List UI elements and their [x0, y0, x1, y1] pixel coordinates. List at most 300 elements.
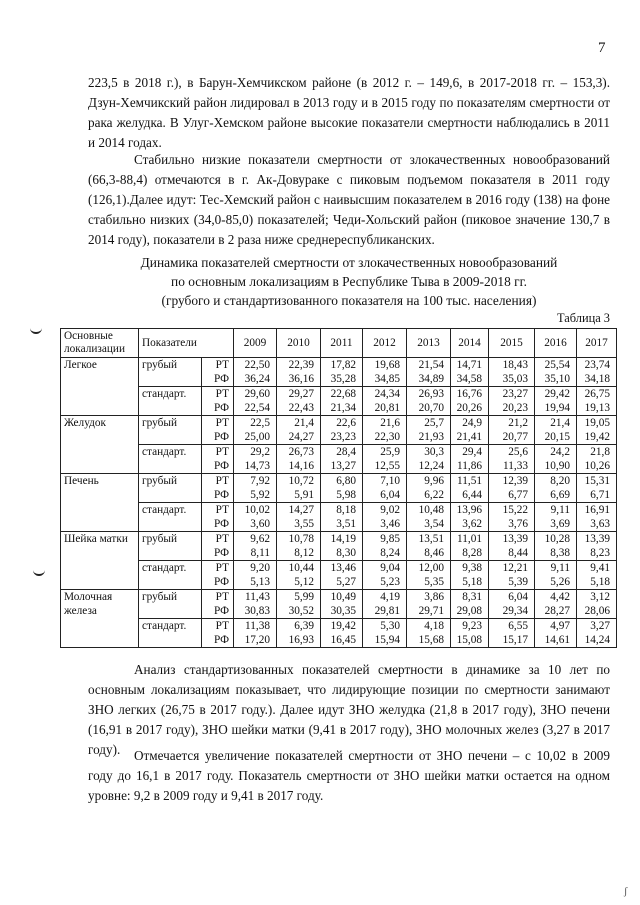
value-rf: 29,34: [502, 605, 528, 617]
value-cell: [277, 387, 321, 416]
indicator-cell: стандарт.: [139, 445, 202, 474]
value-cell: [535, 416, 577, 445]
region-rt: РТ: [215, 359, 229, 371]
value-cell: [234, 561, 277, 590]
table-title-line-1: Динамика показателей смертности от злокачественных новообразований: [140, 255, 558, 270]
region-rf: РФ: [213, 373, 229, 385]
value-cell: [363, 561, 407, 590]
value-rt: 3,86: [424, 591, 444, 603]
region-rf: РФ: [213, 460, 229, 472]
value-rt: 21,8: [590, 446, 610, 458]
value-rt: 9,11: [550, 504, 570, 516]
value-rt: 3,27: [590, 620, 610, 632]
value-cell: [535, 619, 577, 648]
table-row: [61, 619, 617, 648]
value-rt: 21,54: [418, 359, 444, 371]
value-cell: [577, 358, 617, 387]
region-rf: РФ: [213, 634, 229, 646]
value-rf: 14,24: [584, 634, 610, 646]
value-rt: 23,27: [502, 388, 528, 400]
value-rt: 25,9: [380, 446, 400, 458]
region-rt: РТ: [215, 446, 229, 458]
value-rf: 5,35: [424, 576, 444, 588]
value-rf: 20,26: [456, 402, 482, 414]
value-rf: 15,08: [456, 634, 482, 646]
localization-cell: Шейка матки: [61, 532, 139, 590]
value-cell: [277, 503, 321, 532]
region-rt: РТ: [215, 562, 229, 574]
value-cell: [363, 590, 407, 619]
value-rf: 5,18: [590, 576, 610, 588]
value-cell: [407, 416, 451, 445]
value-rt: 13,96: [456, 504, 482, 516]
value-cell: [234, 619, 277, 648]
header-year: 2014: [451, 329, 489, 358]
value-cell: [321, 503, 363, 532]
value-rt: 24,34: [374, 388, 400, 400]
value-rt: 15,22: [502, 504, 528, 516]
value-cell: [321, 474, 363, 503]
value-rf: 3,46: [380, 518, 400, 530]
value-rt: 17,82: [330, 359, 356, 371]
value-cell: [489, 416, 535, 445]
value-cell: [535, 532, 577, 561]
value-rf: 22,30: [374, 431, 400, 443]
value-rf: 20,23: [502, 402, 528, 414]
value-rt: 22,68: [330, 388, 356, 400]
value-rt: 29,4: [462, 446, 482, 458]
value-cell: [363, 474, 407, 503]
value-rt: 21,4: [550, 417, 570, 429]
value-rf: 34,18: [584, 373, 610, 385]
header-year: 2010: [277, 329, 321, 358]
value-rf: 6,04: [380, 489, 400, 501]
value-cell: [535, 387, 577, 416]
value-cell: [407, 387, 451, 416]
value-rt: 6,55: [508, 620, 528, 632]
value-cell: [321, 619, 363, 648]
value-cell: [407, 532, 451, 561]
table-caption: Таблица 3: [557, 311, 610, 325]
value-rt: 4,19: [380, 591, 400, 603]
value-cell: [363, 532, 407, 561]
value-cell: [489, 590, 535, 619]
value-rt: 19,05: [584, 417, 610, 429]
value-cell: [363, 503, 407, 532]
value-rf: 28,06: [584, 605, 610, 617]
value-cell: [321, 387, 363, 416]
value-rf: 5,13: [250, 576, 270, 588]
value-rf: 10,26: [584, 460, 610, 472]
value-rt: 11,01: [457, 533, 482, 545]
value-rt: 9,02: [380, 504, 400, 516]
value-cell: [407, 503, 451, 532]
value-rf: 3,55: [294, 518, 314, 530]
value-cell: [363, 416, 407, 445]
value-rf: 16,93: [288, 634, 314, 646]
value-rt: 22,50: [244, 359, 270, 371]
value-rf: 15,68: [418, 634, 444, 646]
value-rt: 9,85: [380, 533, 400, 545]
value-cell: [407, 561, 451, 590]
value-cell: [234, 416, 277, 445]
value-rt: 13,39: [584, 533, 610, 545]
region-rf: РФ: [213, 431, 229, 443]
value-rf: 20,70: [418, 402, 444, 414]
value-cell: [451, 532, 489, 561]
value-cell: [451, 474, 489, 503]
indicator-cell: стандарт.: [139, 561, 202, 590]
value-rf: 5,39: [508, 576, 528, 588]
value-rf: 28,27: [544, 605, 570, 617]
value-rf: 29,71: [418, 605, 444, 617]
region-rf: РФ: [213, 489, 229, 501]
value-rf: 5,26: [550, 576, 570, 588]
value-rt: 10,44: [288, 562, 314, 574]
paragraph-2: Стабильно низкие показатели смертности от злокачественных новообразований (66,3-88,4) отмечаются в г. Ак-Довураке с пиковым подъемом показателя в 2011 году (126,1).Далее идут: Тес-Хемский район с наивысшим показателем в 2016 году (138) на фоне стабильно низких (34,0-85,0) показателей; Чеди-Хольский район (пиковое значение 130,7 в 2014 году), показатели в 2 раза ниже среднереспубликанских.: [88, 152, 610, 247]
value-rf: 35,10: [544, 373, 570, 385]
paragraph-4: Отмечается увеличение показателей смертности от ЗНО печени – с 10,02 в 2009 году до 16,1 в 2017 году. Показатель смертности от ЗНО шейки матки остается на одном уровне: 9,2 в 2009 году и 9,41 в 2017 году.: [88, 748, 610, 803]
value-rt: 14,19: [330, 533, 356, 545]
value-cell: [489, 532, 535, 561]
value-rt: 25,6: [508, 446, 528, 458]
value-rf: 21,41: [456, 431, 482, 443]
value-rt: 10,28: [544, 533, 570, 545]
value-rt: 9,62: [250, 533, 270, 545]
value-rf: 19,94: [544, 402, 570, 414]
value-rt: 10,78: [288, 533, 314, 545]
value-cell: [451, 416, 489, 445]
table-title-line-2: по основным локализациям в Республике Тыва в 2009-2018 гг.: [171, 274, 527, 289]
region-cell: [202, 416, 234, 445]
value-rt: 29,60: [244, 388, 270, 400]
value-rf: 3,63: [590, 518, 610, 530]
value-rt: 9,11: [550, 562, 570, 574]
indicator-cell: стандарт.: [139, 387, 202, 416]
value-rf: 34,85: [374, 373, 400, 385]
table-row: [61, 445, 617, 474]
value-rf: 35,28: [330, 373, 356, 385]
paragraph-1: 223,5 в 2018 г.), в Барун-Хемчикском районе (в 2012 г. – 149,6, в 2017-2018 гг. – 153,3). Дзун-Хемчикский район лидировал в 2013 году и в 2015 году по показателям смертности от рака желудка. В Улуг-Хемском районе высокие показатели смертности наблюдались в 2011 и 2014 годах.: [88, 75, 610, 150]
value-rt: 9,41: [590, 562, 610, 574]
value-rf: 12,24: [418, 460, 444, 472]
value-rt: 24,9: [462, 417, 482, 429]
header-year: 2009: [234, 329, 277, 358]
value-cell: [277, 561, 321, 590]
value-cell: [577, 503, 617, 532]
value-cell: [321, 358, 363, 387]
value-rt: 23,74: [584, 359, 610, 371]
value-rt: 6,39: [294, 620, 314, 632]
table-row: [61, 561, 617, 590]
value-rt: 26,73: [288, 446, 314, 458]
value-rf: 3,51: [336, 518, 356, 530]
value-cell: [277, 474, 321, 503]
value-rf: 14,61: [544, 634, 570, 646]
value-rf: 35,03: [502, 373, 528, 385]
value-rt: 9,23: [462, 620, 482, 632]
table-row: [61, 503, 617, 532]
value-rf: 36,16: [288, 373, 314, 385]
value-cell: [451, 503, 489, 532]
table-title: [88, 253, 610, 310]
value-rf: 11,86: [457, 460, 482, 472]
value-cell: [577, 532, 617, 561]
value-rt: 9,04: [380, 562, 400, 574]
value-rt: 6,04: [508, 591, 528, 603]
binding-mark: [33, 570, 45, 576]
value-cell: [407, 619, 451, 648]
value-cell: [277, 358, 321, 387]
value-cell: [234, 358, 277, 387]
value-cell: [234, 590, 277, 619]
value-rf: 30,35: [330, 605, 356, 617]
value-cell: [277, 445, 321, 474]
value-rt: 12,39: [502, 475, 528, 487]
value-rf: 13,27: [330, 460, 356, 472]
value-rt: 21,2: [508, 417, 528, 429]
value-cell: [277, 532, 321, 561]
value-rt: 10,48: [418, 504, 444, 516]
region-cell: [202, 474, 234, 503]
value-rf: 3,54: [424, 518, 444, 530]
value-rt: 29,42: [544, 388, 570, 400]
value-rf: 22,54: [244, 402, 270, 414]
value-cell: [577, 387, 617, 416]
region-cell: [202, 619, 234, 648]
value-rf: 19,13: [584, 402, 610, 414]
value-cell: [451, 619, 489, 648]
value-rt: 8,20: [550, 475, 570, 487]
value-rf: 25,00: [244, 431, 270, 443]
value-cell: [407, 358, 451, 387]
value-rt: 7,10: [380, 475, 400, 487]
page-number: 7: [598, 40, 606, 56]
region-rt: РТ: [215, 533, 229, 545]
value-rt: 4,42: [550, 591, 570, 603]
value-cell: [451, 358, 489, 387]
value-rt: 5,99: [294, 591, 314, 603]
indicator-cell: грубый: [139, 358, 202, 387]
value-cell: [535, 358, 577, 387]
value-rt: 7,92: [250, 475, 270, 487]
localization-cell: Молочная железа: [61, 590, 139, 648]
value-rf: 34,58: [456, 373, 482, 385]
indicator-cell: грубый: [139, 590, 202, 619]
value-cell: [535, 503, 577, 532]
value-rt: 13,39: [502, 533, 528, 545]
mortality-table: [60, 328, 617, 648]
value-rf: 20,77: [502, 431, 528, 443]
value-cell: [234, 474, 277, 503]
value-rt: 6,80: [336, 475, 356, 487]
indicator-cell: грубый: [139, 532, 202, 561]
header-year: 2015: [489, 329, 535, 358]
value-cell: [363, 619, 407, 648]
value-cell: [451, 445, 489, 474]
value-cell: [277, 416, 321, 445]
region-rf: РФ: [213, 518, 229, 530]
value-rt: 9,96: [424, 475, 444, 487]
value-cell: [451, 387, 489, 416]
region-cell: [202, 561, 234, 590]
value-rt: 4,97: [550, 620, 570, 632]
value-cell: [321, 445, 363, 474]
value-rt: 24,2: [550, 446, 570, 458]
value-rt: 30,3: [424, 446, 444, 458]
value-rf: 8,24: [380, 547, 400, 559]
value-rf: 5,18: [462, 576, 482, 588]
value-rf: 16,45: [330, 634, 356, 646]
region-rt: РТ: [215, 388, 229, 400]
value-rt: 9,20: [250, 562, 270, 574]
localization-cell: Легкое: [61, 358, 139, 416]
region-cell: [202, 445, 234, 474]
value-rf: 8,12: [294, 547, 314, 559]
localization-cell: Печень: [61, 474, 139, 532]
value-rt: 14,27: [288, 504, 314, 516]
value-rt: 12,00: [418, 562, 444, 574]
table-title-line-3: (грубого и стандартизованного показателя на 100 тыс. населения): [161, 293, 537, 308]
value-rf: 5,12: [294, 576, 314, 588]
value-cell: [489, 503, 535, 532]
value-cell: [577, 619, 617, 648]
value-rt: 21,6: [380, 417, 400, 429]
value-rf: 22,43: [288, 402, 314, 414]
header-indicator: Показатели: [139, 329, 234, 358]
table-row: [61, 590, 617, 619]
region-rf: РФ: [213, 576, 229, 588]
value-rt: 13,51: [418, 533, 444, 545]
value-cell: [489, 561, 535, 590]
indicator-cell: грубый: [139, 474, 202, 503]
value-rt: 25,54: [544, 359, 570, 371]
region-rf: РФ: [213, 402, 229, 414]
region-rf: РФ: [213, 547, 229, 559]
value-rt: 18,43: [502, 359, 528, 371]
header-year: 2011: [321, 329, 363, 358]
value-cell: [407, 590, 451, 619]
value-rt: 22,5: [250, 417, 270, 429]
value-rf: 6,77: [508, 489, 528, 501]
corner-mark: ʃ: [624, 886, 628, 897]
value-cell: [577, 416, 617, 445]
header-year: 2017: [577, 329, 617, 358]
value-rf: 24,27: [288, 431, 314, 443]
value-rf: 8,38: [550, 547, 570, 559]
value-rf: 6,69: [550, 489, 570, 501]
value-cell: [577, 590, 617, 619]
value-rf: 11,33: [503, 460, 528, 472]
value-rt: 9,38: [462, 562, 482, 574]
value-cell: [277, 619, 321, 648]
value-rf: 6,22: [424, 489, 444, 501]
value-rf: 15,94: [374, 634, 400, 646]
value-cell: [321, 561, 363, 590]
value-rf: 14,16: [288, 460, 314, 472]
value-cell: [407, 445, 451, 474]
value-rt: 29,27: [288, 388, 314, 400]
value-rt: 4,18: [424, 620, 444, 632]
region-rt: РТ: [215, 591, 229, 603]
value-rf: 36,24: [244, 373, 270, 385]
value-rt: 22,6: [336, 417, 356, 429]
value-rt: 16,91: [584, 504, 610, 516]
value-rt: 15,31: [584, 475, 610, 487]
value-rt: 11,38: [245, 620, 270, 632]
value-cell: [407, 474, 451, 503]
header-localization: Основные локализации: [61, 329, 139, 358]
value-rf: 20,81: [374, 402, 400, 414]
value-cell: [489, 358, 535, 387]
value-cell: [535, 474, 577, 503]
value-rt: 29,2: [250, 446, 270, 458]
value-rf: 8,11: [250, 547, 270, 559]
value-rt: 10,02: [244, 504, 270, 516]
value-rt: 11,51: [457, 475, 482, 487]
value-rf: 21,93: [418, 431, 444, 443]
value-rt: 22,39: [288, 359, 314, 371]
value-cell: [577, 474, 617, 503]
indicator-cell: стандарт.: [139, 503, 202, 532]
table-row: [61, 416, 617, 445]
value-rf: 30,52: [288, 605, 314, 617]
indicator-cell: грубый: [139, 416, 202, 445]
value-cell: [321, 416, 363, 445]
value-cell: [489, 474, 535, 503]
value-rf: 3,76: [508, 518, 528, 530]
value-cell: [489, 387, 535, 416]
value-rt: 19,42: [330, 620, 356, 632]
region-cell: [202, 358, 234, 387]
value-rf: 14,73: [244, 460, 270, 472]
table-header-row: [61, 329, 617, 358]
binding-mark: [30, 328, 42, 334]
value-cell: [535, 561, 577, 590]
value-rt: 19,68: [374, 359, 400, 371]
table-row: [61, 387, 617, 416]
value-rf: 19,42: [584, 431, 610, 443]
paragraph-3: Анализ стандартизованных показателей смертности в динамике за 10 лет по основным локализациям показывает, что лидирующие позиции по смертности занимают ЗНО легких (26,75 в 2017 году.). Далее идут ЗНО желудка (21,8 в 2017 году), ЗНО печени (16,91 в 2017 году), ЗНО шейки матки (9,41 в 2017 году), ЗНО молочных желез (3,27 в 2017 году).: [88, 662, 610, 757]
value-cell: [363, 387, 407, 416]
header-year: 2012: [363, 329, 407, 358]
value-cell: [321, 590, 363, 619]
value-rf: 5,27: [336, 576, 356, 588]
value-rf: 21,34: [330, 402, 356, 414]
region-rt: РТ: [215, 475, 229, 487]
value-rt: 8,31: [462, 591, 482, 603]
value-rf: 5,98: [336, 489, 356, 501]
value-rf: 6,71: [590, 489, 610, 501]
region-rt: РТ: [215, 417, 229, 429]
value-rf: 34,89: [418, 373, 444, 385]
indicator-cell: стандарт.: [139, 619, 202, 648]
region-cell: [202, 387, 234, 416]
value-rt: 25,7: [424, 417, 444, 429]
value-rf: 29,81: [374, 605, 400, 617]
table-row: [61, 474, 617, 503]
value-cell: [363, 358, 407, 387]
value-rt: 10,49: [330, 591, 356, 603]
value-cell: [234, 532, 277, 561]
value-rt: 26,75: [584, 388, 610, 400]
value-rt: 5,30: [380, 620, 400, 632]
region-cell: [202, 532, 234, 561]
value-rt: 11,43: [245, 591, 270, 603]
localization-cell: Желудок: [61, 416, 139, 474]
value-cell: [577, 561, 617, 590]
region-rf: РФ: [213, 605, 229, 617]
